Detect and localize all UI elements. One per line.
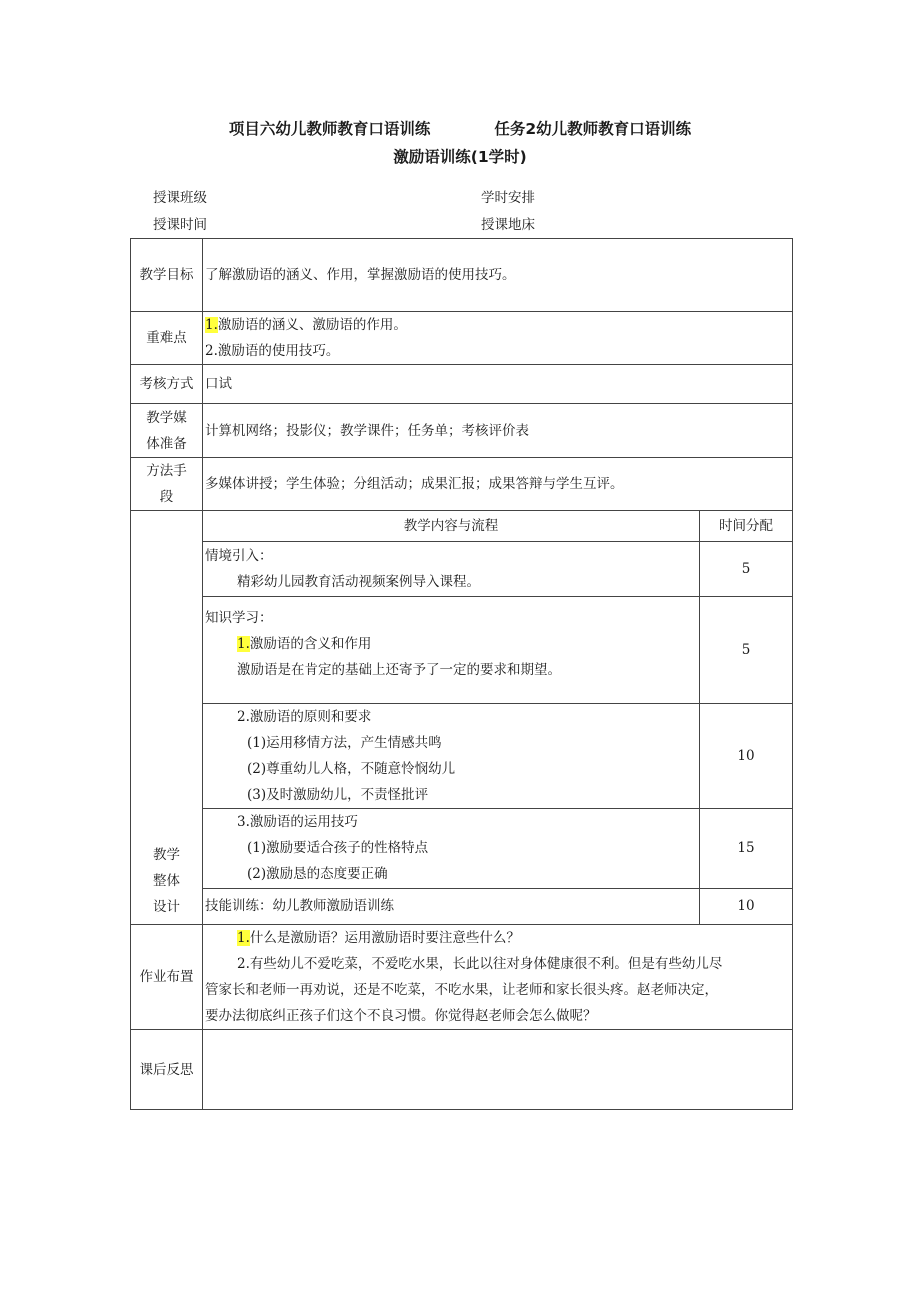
reflect-row bbox=[131, 1030, 793, 1110]
item-1-line-1: 情境引入： bbox=[205, 547, 273, 564]
method-text: 多媒体讲授；学生体验；分组活动；成果汇报；成果答辩与学生互评。 bbox=[203, 458, 793, 511]
homework-q2-line-3: 要办法彻底纠正孩子们这个不良习惯。你觉得赵老师会怎么做呢？ bbox=[205, 1008, 597, 1024]
media-text: 计算机网络；投影仪；教学课件；任务单；考核评价表 bbox=[203, 404, 793, 458]
key-line-2: 2.激励语的使用技巧。 bbox=[205, 343, 340, 359]
class-label: 授课班级 bbox=[153, 190, 207, 206]
design-row bbox=[131, 511, 793, 925]
homework-q2-line-2: 管家长和老师一再劝说，还是不吃菜，不吃水果，让老师和家长很头疼。赵老师决定， bbox=[205, 982, 718, 998]
key-cell bbox=[203, 312, 793, 365]
item-2-line-1: 知识学习： bbox=[205, 609, 273, 626]
design-label-1: 教学 bbox=[153, 847, 180, 863]
method-label-2: 段 bbox=[159, 489, 174, 505]
design-label-2: 整体 bbox=[153, 873, 180, 889]
media-label-1: 教学媒 bbox=[146, 409, 187, 426]
design-label bbox=[131, 511, 203, 925]
hours-label: 学时安排 bbox=[481, 190, 535, 206]
design-label-3: 设计 bbox=[153, 899, 180, 915]
design-header-row bbox=[203, 511, 792, 541]
lesson-plan-table bbox=[130, 238, 793, 1110]
homework-cell bbox=[203, 925, 793, 1030]
item-2-line-2: 激励语的含义和作用 bbox=[249, 635, 372, 652]
design-item-row bbox=[203, 541, 792, 596]
design-item-row bbox=[203, 888, 792, 924]
item-4-time: 15 bbox=[700, 808, 793, 888]
design-item-3 bbox=[203, 703, 700, 808]
item-2-time: 5 bbox=[700, 596, 793, 703]
design-item-row bbox=[203, 596, 792, 703]
document-title bbox=[0, 117, 920, 139]
homework-row bbox=[131, 925, 793, 1030]
media-label bbox=[131, 404, 203, 458]
homework-q2-line-1: 2.有些幼儿不爱吃菜，不爱吃水果，长此以往对身体健康很不利。但是有些幼儿尽 bbox=[237, 956, 723, 972]
goal-label: 教学目标 bbox=[131, 239, 203, 312]
reflect-label: 课后反思 bbox=[131, 1030, 203, 1110]
item-1-time: 5 bbox=[700, 541, 793, 596]
media-label-2: 体准备 bbox=[146, 435, 187, 452]
key-label: 重难点 bbox=[131, 312, 203, 365]
homework-label: 作业布置 bbox=[131, 925, 203, 1030]
reflect-content bbox=[203, 1030, 793, 1110]
design-item-1 bbox=[203, 541, 700, 596]
key-num-1: 1. bbox=[205, 317, 218, 333]
item-4-line-2: (1)激励要适合孩子的性格特点 bbox=[247, 840, 429, 856]
item-3-time: 10 bbox=[700, 703, 793, 808]
design-item-row bbox=[203, 808, 792, 888]
design-table bbox=[203, 511, 792, 924]
method-row bbox=[131, 458, 793, 511]
assess-row bbox=[131, 365, 793, 404]
design-cell bbox=[203, 511, 793, 925]
time-label: 授课时间 bbox=[153, 217, 207, 233]
item-2-num: 1. bbox=[237, 635, 250, 652]
item-3-line-1: 2.激励语的原则和要求 bbox=[237, 708, 372, 725]
key-row bbox=[131, 312, 793, 365]
item-5-time: 10 bbox=[700, 888, 793, 924]
place-label: 授课地床 bbox=[481, 217, 535, 233]
assess-text: 口试 bbox=[203, 365, 793, 404]
key-line-1: 激励语的涵义、激励语的作用。 bbox=[217, 317, 407, 333]
goal-row bbox=[131, 239, 793, 312]
item-4-line-3: (2)激励恳的态度要正确 bbox=[247, 866, 388, 882]
homework-num-1: 1. bbox=[237, 930, 250, 946]
item-4-line-1: 3.激励语的运用技巧 bbox=[237, 814, 358, 830]
design-item-4 bbox=[203, 808, 700, 888]
design-item-row bbox=[203, 703, 792, 808]
item-1-line-2: 精彩幼儿园教育活动视频案例导入课程。 bbox=[237, 573, 480, 590]
assess-label: 考核方式 bbox=[131, 365, 203, 404]
method-label-1: 方法手 bbox=[146, 463, 187, 479]
time-header: 时间分配 bbox=[700, 511, 793, 541]
goal-text: 了解激励语的涵义、作用，掌握激励语的使用技巧。 bbox=[203, 239, 793, 312]
homework-q1: 什么是激励语？运用激励语时要注意些什么？ bbox=[249, 930, 520, 946]
item-3-line-4: (3)及时激励幼儿，不责怪批评 bbox=[247, 786, 429, 803]
design-item-2 bbox=[203, 596, 700, 703]
item-2-line-3: 激励语是在肯定的基础上还寄予了一定的要求和期望。 bbox=[237, 661, 561, 678]
item-3-line-2: (1)运用移情方法，产生情感共鸣 bbox=[247, 734, 442, 751]
item-3-line-3: (2)尊重幼儿人格，不随意怜悯幼儿 bbox=[247, 760, 456, 777]
media-row bbox=[131, 404, 793, 458]
document-subtitle: 激励语训练(1学时) bbox=[393, 148, 527, 166]
item-5-line-1: 技能训练：幼儿教师激励语训练 bbox=[205, 898, 394, 915]
method-label bbox=[131, 458, 203, 511]
task-title: 任务2幼儿教师教育口语训练 bbox=[494, 120, 692, 138]
content-header: 教学内容与流程 bbox=[203, 511, 700, 541]
project-title: 项目六幼儿教师教育口语训练 bbox=[228, 120, 431, 138]
